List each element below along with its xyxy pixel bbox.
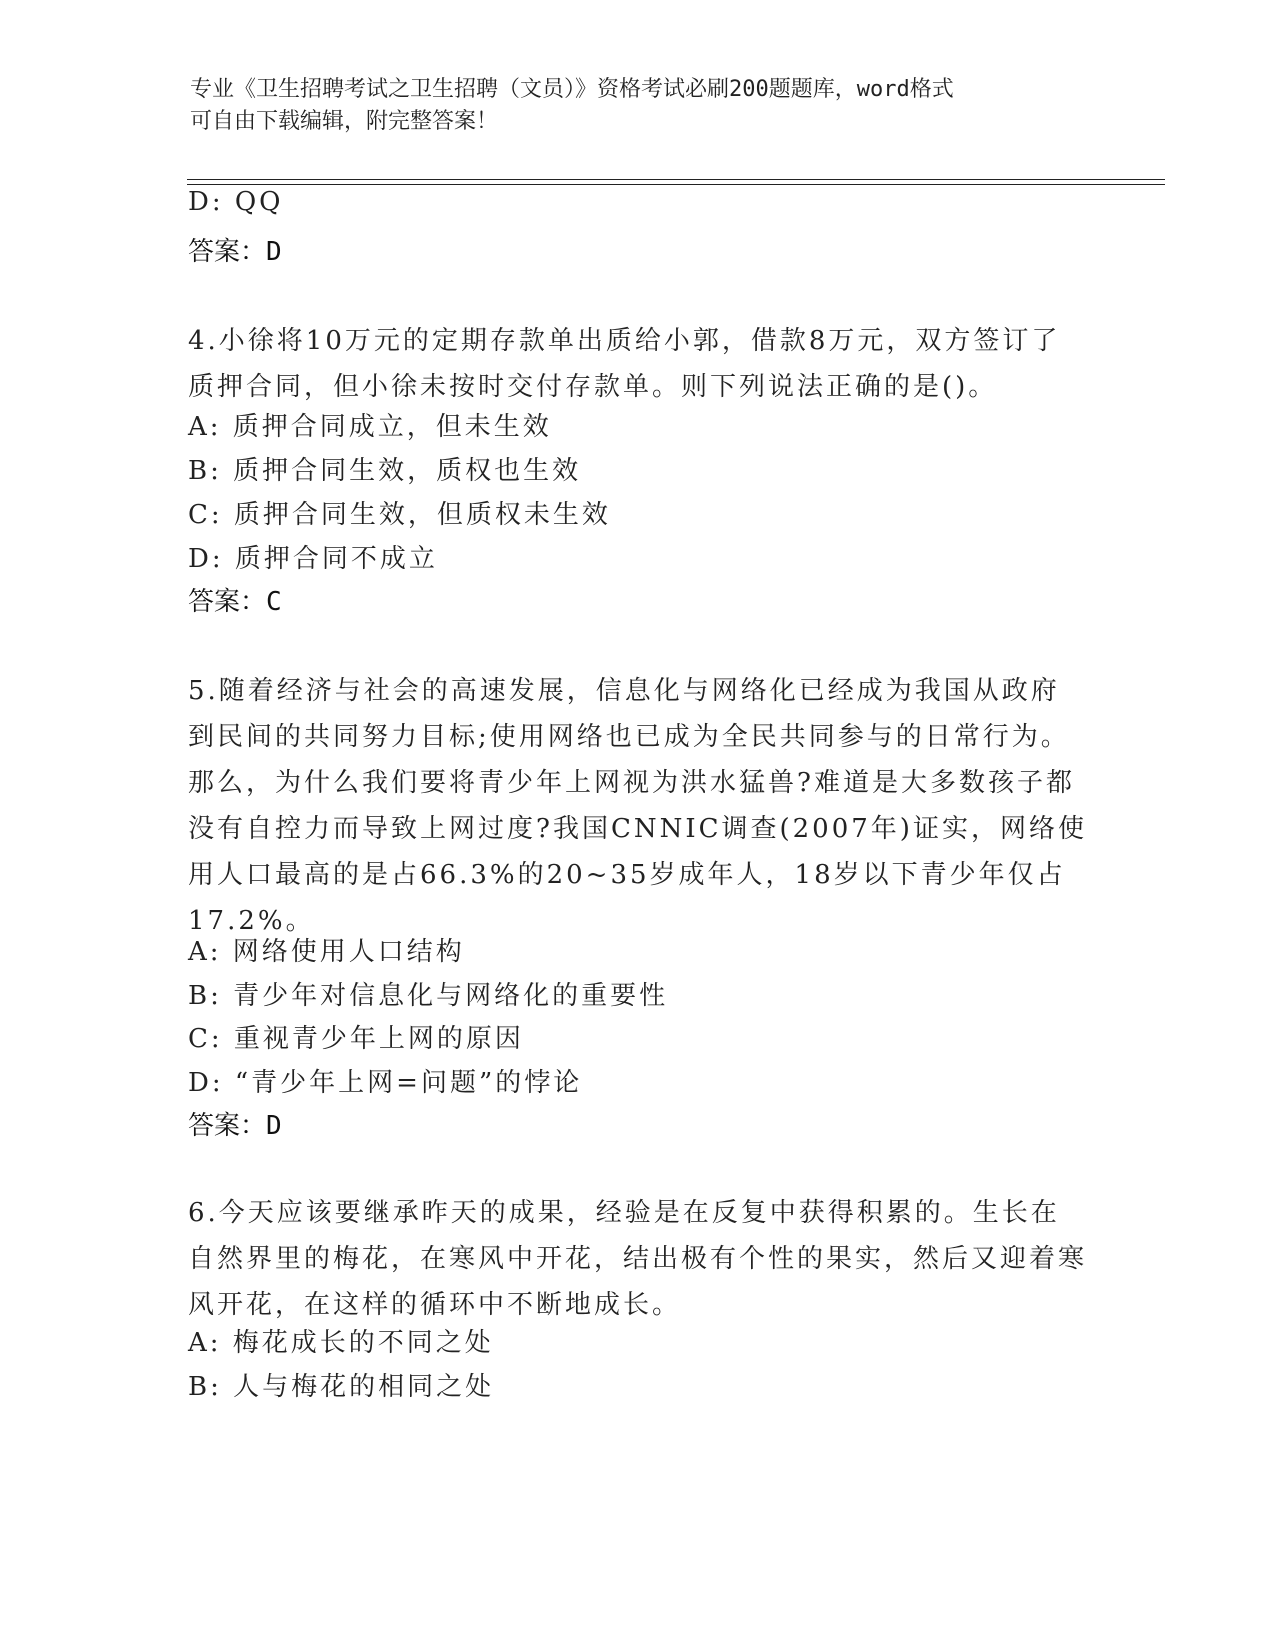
q5-answer: 答案：D	[188, 1111, 282, 1141]
header-line-2: 可自由下载编辑，附完整答案！	[190, 109, 499, 134]
q5-option-c: C: 重视青少年上网的原因	[188, 1024, 524, 1054]
q5-option-b: B: 青少年对信息化与网络化的重要性	[188, 981, 669, 1011]
header-line-1: 专业《卫生招聘考试之卫生招聘（文员）》资格考试必刷200题题库，word格式	[190, 77, 954, 102]
q4-answer: 答案：C	[188, 587, 282, 617]
q5-stem: 5.随着经济与社会的高速发展，信息化与网络化已经成为我国从政府到民间的共同努力目标;使用网络也已成为全民共同参与的日常行为。那么，为什么我们要将青少年上网视为洪水猛兽?难道是大多数孩子都没有自控力而导致上网过度?我国CNNIC调查(2007年)证实，网络使用人口最高的是占66.3%的20~35岁成年人，18岁以下青少年仅占17.2%。	[188, 676, 1087, 936]
q3-option-d: D: QQ	[188, 187, 284, 217]
q4-option-b: B: 质押合同生效，质权也生效	[188, 456, 582, 486]
q4-stem: 4.小徐将10万元的定期存款单出质给小郭，借款8万元，双方签订了质押合同，但小徐未按时交付存款单。则下列说法正确的是()。	[188, 326, 1061, 402]
q6-option-a: A: 梅花成长的不同之处	[188, 1328, 494, 1358]
q4-option-a: A: 质押合同成立，但未生效	[188, 412, 552, 442]
q4-option-d: D: 质押合同不成立	[188, 544, 438, 574]
header-divider-top	[187, 179, 1165, 180]
header-divider-bottom	[187, 184, 1165, 185]
document-header	[190, 74, 1090, 138]
q6-stem: 6.今天应该要继承昨天的成果，经验是在反复中获得积累的。生长在自然界里的梅花，在寒风中开花，结出极有个性的果实，然后又迎着寒风开花，在这样的循环中不断地成长。	[188, 1198, 1088, 1320]
q4-option-c: C: 质押合同生效，但质权未生效	[188, 500, 611, 530]
q5-option-d: D: “青少年上网=问题”的悖论	[188, 1068, 583, 1098]
q6-option-b: B: 人与梅花的相同之处	[188, 1372, 495, 1402]
q3-answer: 答案：D	[188, 237, 282, 267]
q5-option-a: A: 网络使用人口结构	[188, 937, 465, 967]
